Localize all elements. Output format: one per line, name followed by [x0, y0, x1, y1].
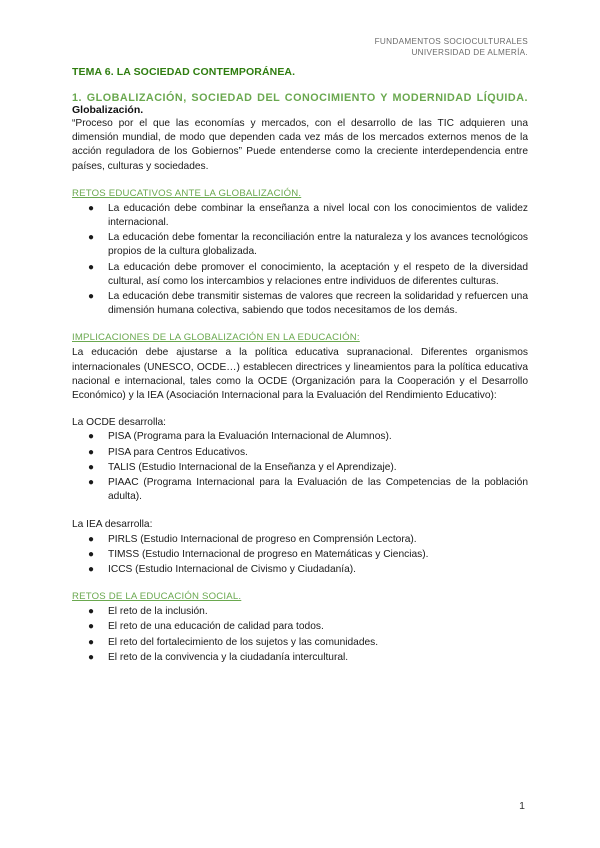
ocde-intro: La OCDE desarrolla: [72, 417, 166, 429]
bullet-icon: ● [88, 291, 95, 303]
page-content [72, 66, 528, 666]
list-item: ● El reto de la convivencia y la ciudadanía intercultural. [108, 651, 528, 665]
bullet-icon: ● [88, 261, 95, 273]
retos-social-list [72, 605, 528, 665]
list-item: ● La educación debe fomentar la reconciliación entre la naturaleza y los avances tecnológicos propios de la cultura globalizada. [88, 232, 528, 258]
list-item: ● La educación debe transmitir sistemas de valores que recreen la solidaridad y refuercen una dimensión humana colectiva, sabiendo que todos necesitamos de los demás. [88, 291, 528, 317]
list-item: ● PIRLS (Estudio Internacional de progreso en Comprensión Lectora). [108, 533, 528, 547]
bullet-icon: ● [88, 606, 95, 618]
list-item: ● La educación debe promover el conocimiento, la aceptación y el respeto de la diversidad cultural, así como los intercambios y relaciones entre individuos de diferentes culturas. [88, 261, 528, 287]
bullet-icon: ● [88, 431, 95, 443]
list-item: ● El reto de una educación de calidad para todos. [108, 620, 528, 634]
bullet-icon: ● [88, 564, 95, 576]
list-item: ● PIAAC (Programa Internacional para la Evaluación de las Competencias de la población adulta). [88, 477, 528, 503]
implicaciones-heading: IMPLICACIONES DE LA GLOBALIZACIÓN EN LA EDUCACIÓN: [72, 332, 360, 344]
globalizacion-definition: “Proceso por el que las economías y mercados, con el desarrollo de las TIC adquieren una dimensión mundial, de modo que dependen cada vez más de los mercados externos menos de la acción reguladora de los Gobiernos” Puede entenderse como la creciente interdependencia entre países, culturas y sociedades. [72, 118, 528, 172]
bullet-icon: ● [88, 636, 95, 648]
globalizacion-subheading: Globalización. [72, 104, 144, 116]
bullet-icon: ● [88, 533, 95, 545]
bullet-icon: ● [88, 202, 95, 214]
list-item: ● El reto de la inclusión. [108, 605, 528, 619]
list-item: ● PISA para Centros Educativos. [108, 446, 528, 460]
iea-list [72, 533, 528, 578]
list-item: ● TALIS (Estudio Internacional de la Enseñanza y el Aprendizaje). [108, 461, 528, 475]
bullet-icon: ● [88, 548, 95, 560]
iea-intro: La IEA desarrolla: [72, 519, 153, 531]
ocde-list [72, 430, 528, 504]
retos-educativos-list [72, 202, 528, 319]
bullet-icon: ● [88, 651, 95, 663]
page-header [375, 36, 528, 58]
header-university: UNIVERSIDAD DE ALMERÍA. [411, 48, 528, 57]
list-item: ● PISA (Programa para la Evaluación Internacional de Alumnos). [108, 430, 528, 444]
page-number: 1 [519, 800, 525, 812]
bullet-icon: ● [88, 461, 95, 473]
topic-title: TEMA 6. LA SOCIEDAD CONTEMPORÁNEA. [72, 66, 296, 78]
list-item: ● La educación debe combinar la enseñanza a nivel local con los conocimientos de validez internacional. [88, 202, 528, 229]
implicaciones-text: La educación debe ajustarse a la política educativa supranacional. Diferentes organismos internacionales (UNESCO, OCDE…) establecen directrices y lineamientos para la política educativa nacional e internacional, tales como la OCDE (Organización para la Cooperación y el Desarrollo Económico) y la IEA (Asociación Internacional para la Evaluación del Rendimiento Educativo): [72, 347, 528, 402]
retos-social-heading: RETOS DE LA EDUCACIÓN SOCIAL. [72, 591, 242, 603]
bullet-icon: ● [88, 621, 95, 633]
list-item: ● TIMSS (Estudio Internacional de progreso en Matemáticas y Ciencias). [108, 548, 528, 562]
retos-educativos-heading: RETOS EDUCATIVOS ANTE LA GLOBALIZACIÓN. [72, 187, 302, 199]
list-item: ● El reto del fortalecimiento de los sujetos y las comunidades. [108, 636, 528, 650]
bullet-icon: ● [88, 477, 95, 489]
section-1-heading: 1. GLOBALIZACIÓN, SOCIEDAD DEL CONOCIMIENTO Y MODERNIDAD LÍQUIDA. [72, 92, 528, 104]
list-item: ● ICCS (Estudio Internacional de Civismo y Ciudadanía). [108, 563, 528, 577]
bullet-icon: ● [88, 446, 95, 458]
bullet-icon: ● [88, 232, 95, 244]
header-course: FUNDAMENTOS SOCIOCULTURALES [374, 37, 528, 46]
